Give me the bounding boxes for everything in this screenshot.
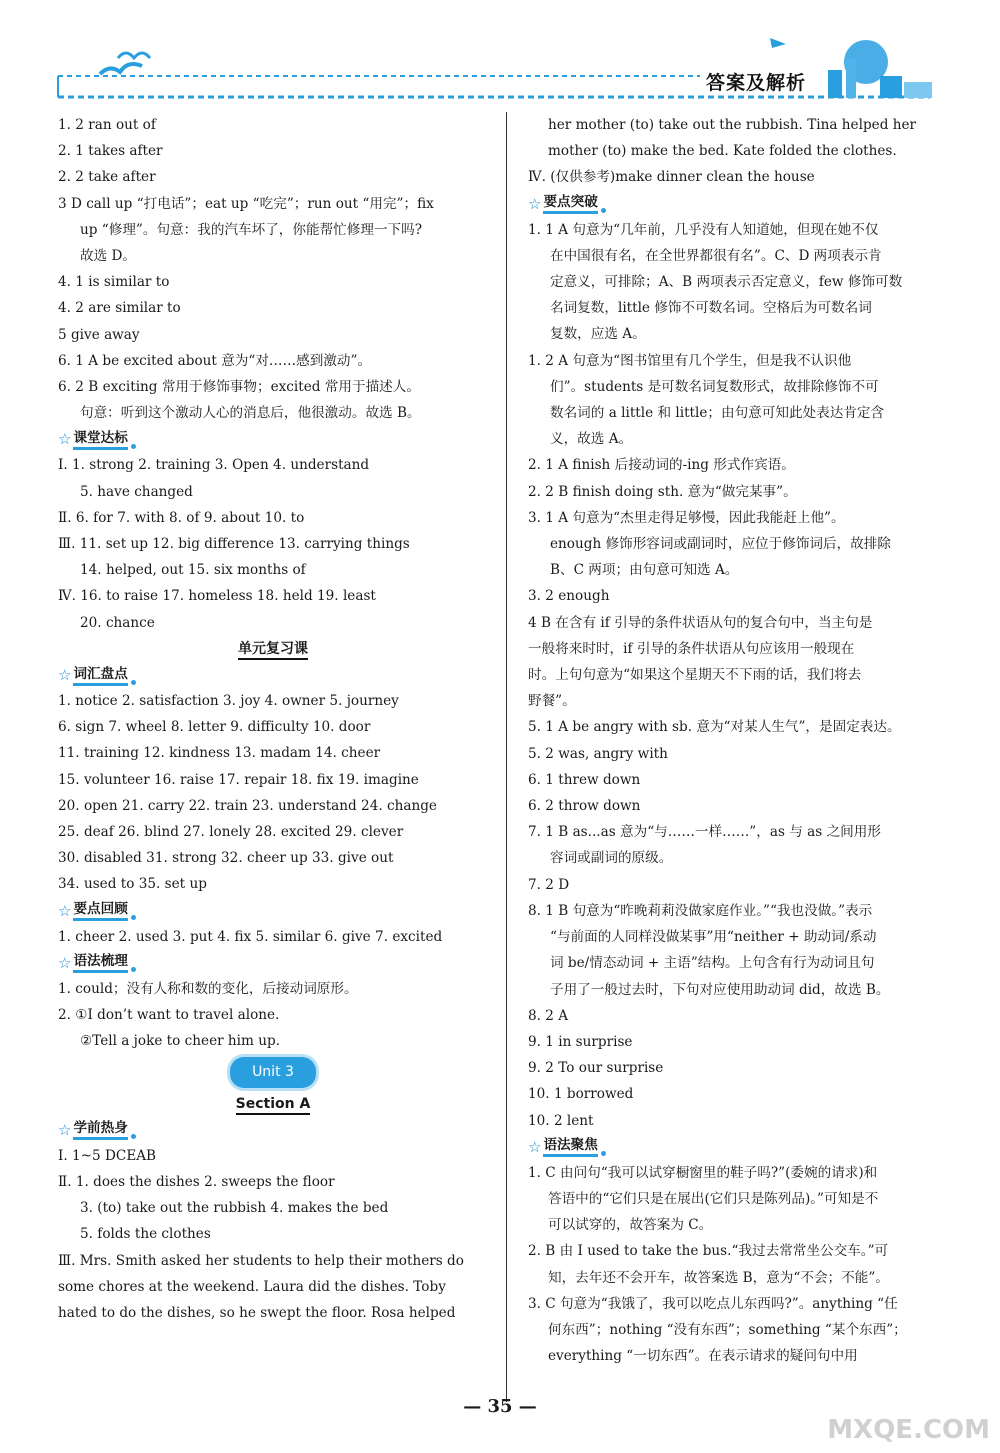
- answer-line: enough 修饰形容词或副词时，应位于修饰词后，故排除: [550, 536, 891, 553]
- answer-line: 1. notice 2. satisfaction 3. joy 4. owner 5. journey: [58, 693, 399, 710]
- section-heading: [528, 191, 932, 217]
- star-icon: ☆: [58, 1120, 72, 1139]
- unit-badge: [58, 1055, 488, 1091]
- dot-icon: [131, 1134, 136, 1139]
- header-title: 答案及解析: [706, 72, 807, 94]
- section-heading-label: 要点突破: [543, 193, 597, 214]
- answer-line: her mother (to) take out the rubbish. Tina helped her: [548, 117, 917, 133]
- answer-line: 1. 2 ran out of: [58, 117, 156, 133]
- answer-line: 5. have changed: [80, 483, 193, 500]
- answer-line: 8. 2 A: [528, 1007, 569, 1024]
- answer-line: 1. 2 A 句意为“图书馆里有几个学生，但是我不认识他: [528, 352, 852, 369]
- star-icon: ☆: [58, 901, 72, 920]
- answer-line: 故选 D。: [80, 248, 137, 265]
- answer-line: ②Tell a joke to cheer him up.: [80, 1033, 281, 1050]
- answer-line: 子用了一般过去时，下句对应使用助动词 did，故选 B。: [550, 981, 890, 998]
- answer-line: Ⅰ. 1. strong 2. training 3. Open 4. understand: [58, 457, 370, 474]
- answer-line: Ⅲ. Mrs. Smith asked her students to help their mothers do: [58, 1252, 464, 1269]
- answer-line: 6. sign 7. wheel 8. letter 9. difficulty 10. door: [58, 719, 371, 736]
- section-heading-label: 语法梳理: [73, 952, 127, 973]
- answer-line: “与前面的人同样没做某事”用“neither + 助动词/系动: [550, 929, 877, 946]
- dot-icon: [131, 444, 136, 449]
- answer-line: 可以试穿的，故答案为 C。: [548, 1217, 713, 1234]
- watermark: MXQE.COM: [827, 1415, 990, 1445]
- answer-line: 1. could；没有人称和数的变化，后接动词原形。: [58, 980, 358, 997]
- section-heading: [58, 950, 488, 976]
- answer-line: Ⅳ. 16. to raise 17. homeless 18. held 19. least: [58, 588, 376, 605]
- answer-line: 一般将来时时，if 引导的条件状语从句应该用一般现在: [528, 640, 855, 657]
- answer-line: 2. B 由 I used to take the bus.“我过去常常坐公交车。”可: [528, 1243, 889, 1260]
- answer-line: 2. 2 take after: [58, 169, 156, 186]
- star-icon: ☆: [528, 1137, 542, 1156]
- answer-line: some chores at the weekend. Laura did the dishes. Toby: [58, 1278, 446, 1295]
- answer-line: 复数，应选 A。: [550, 326, 646, 343]
- answer-line: 知，去年还不会开车，故答案选 B，意为“不会；不能”。: [548, 1269, 889, 1286]
- answer-line: Ⅳ. (仅供参考)make dinner clean the house: [528, 169, 815, 186]
- answer-line: Ⅱ. 1. does the dishes 2. sweeps the floor: [58, 1173, 335, 1190]
- answer-line: hated to do the dishes, so he swept the floor. Rosa helped: [58, 1304, 456, 1321]
- center-title-text: 单元复习课: [238, 641, 308, 660]
- answer-line: 5 give away: [58, 326, 140, 343]
- section-heading: [58, 426, 488, 452]
- center-title: [58, 636, 488, 662]
- answer-line: 2. 1 takes after: [58, 143, 163, 160]
- column-divider: [506, 112, 507, 1402]
- dot-icon: [131, 967, 136, 972]
- answer-line: 25. deaf 26. blind 27. lonely 28. excited 29. clever: [58, 824, 404, 841]
- bird-icon: [770, 38, 786, 48]
- answer-line: 野餐”。: [528, 693, 576, 710]
- answer-line: 10. 1 borrowed: [528, 1086, 634, 1103]
- answer-line: 2. 1 A finish 后接动词的-ing 形式作宾语。: [528, 457, 795, 474]
- answer-line: 2. 2 B finish doing sth. 意为“做完某事”。: [528, 483, 797, 500]
- dot-icon: [131, 915, 136, 920]
- answer-line: 6. 2 throw down: [528, 798, 641, 815]
- answer-line: 20. chance: [80, 614, 155, 631]
- answer-line: 1. C 由问句“我可以试穿橱窗里的鞋子吗?”(委婉的请求)和: [528, 1164, 878, 1181]
- dot-icon: [601, 208, 606, 213]
- answer-line: 3. 2 enough: [528, 588, 610, 605]
- section-heading: [58, 1117, 488, 1143]
- answer-line: 4. 1 is similar to: [58, 274, 170, 291]
- answer-line: 1. 1 A 句意为“几年前，几乎没有人知道她，但现在她不仅: [528, 221, 879, 238]
- answer-line: 9. 1 in surprise: [528, 1033, 633, 1050]
- answer-line: 6. 2 B exciting 常用于修饰事物；excited 常用于描述人。: [58, 379, 420, 396]
- answer-line: 11. training 12. kindness 13. madam 14. cheer: [58, 745, 381, 762]
- star-icon: ☆: [528, 194, 542, 213]
- answer-line: Ⅰ. 1~5 DCEAB: [58, 1147, 157, 1164]
- star-icon: ☆: [58, 430, 72, 449]
- answer-line: 2. ①I don’t want to travel alone.: [58, 1007, 280, 1024]
- answer-line: 9. 2 To our surprise: [528, 1060, 664, 1077]
- answer-line: 定意义，可排除；A、B 两项表示否定意义，few 修饰可数: [550, 274, 903, 291]
- answer-line: 5. 1 A be angry with sb. 意为“对某人生气”，是固定表达。: [528, 719, 901, 736]
- center-title-text: Section A: [236, 1096, 311, 1115]
- answer-line: up “修理”。句意：我的汽车坏了，你能帮忙修理一下吗?: [80, 221, 423, 238]
- answer-line: 5. 2 was, angry with: [528, 745, 668, 762]
- left-column: [58, 112, 488, 1326]
- answer-line: 7. 2 D: [528, 876, 570, 893]
- answer-line: Ⅲ. 11. set up 12. big difference 13. carrying things: [58, 536, 410, 553]
- answer-line: 6. 1 threw down: [528, 771, 641, 788]
- page-header: [0, 0, 1000, 110]
- answer-line: Ⅱ. 6. for 7. with 8. of 9. about 10. to: [58, 509, 305, 526]
- answer-line: 3. C 句意为“我饿了，我可以吃点儿东西吗?”。anything “任: [528, 1295, 898, 1312]
- answer-line: 7. 1 B as...as 意为“与……一样……”，as 与 as 之间用形: [528, 824, 881, 841]
- answer-line: 何东西”；nothing “没有东西”；something “某个东西”；: [548, 1321, 907, 1338]
- answer-line: 3. (to) take out the rubbish 4. makes the bed: [80, 1200, 389, 1217]
- star-icon: ☆: [58, 953, 72, 972]
- bird-icon: [118, 53, 150, 58]
- header-decoration: [0, 0, 1000, 110]
- answer-line: B、C 两项；由句意可知选 A。: [550, 562, 739, 579]
- answer-line: 名词复数，little 修饰不可数名词。空格后为可数名词: [550, 300, 872, 317]
- answer-line: 们”。students 是可数名词复数形式，故排除修饰不可: [550, 378, 879, 395]
- dot-icon: [601, 1151, 606, 1156]
- answer-line: 4. 2 are similar to: [58, 300, 181, 317]
- answer-line: 15. volunteer 16. raise 17. repair 18. fix 19. imagine: [58, 771, 419, 788]
- bird-icon: [100, 64, 142, 74]
- center-title: [58, 1091, 488, 1117]
- answer-line: 时。上句句意为“如果这个星期天不下雨的话，我们将去: [528, 667, 862, 684]
- answer-line: 20. open 21. carry 22. train 23. understand 24. change: [58, 797, 437, 814]
- unit-badge-label: Unit 3: [230, 1057, 316, 1087]
- star-icon: ☆: [58, 665, 72, 684]
- answer-line: 34. used to 35. set up: [58, 876, 207, 893]
- answer-line: 数名词的 a little 和 little；由句意可知此处表达肯定含: [550, 405, 885, 422]
- answer-line: 在中国很有名，在全世界都很有名”。C、D 两项表示肯: [550, 247, 882, 264]
- answer-line: 3 D call up “打电话”；eat up “吃完”；run out “用完”；fix: [58, 195, 434, 212]
- answer-line: 答语中的“它们只是在展出(它们只是陈列品)。”可知是不: [548, 1190, 879, 1207]
- answer-line: mother (to) make the bed. Kate folded the clothes.: [548, 143, 897, 160]
- section-heading-label: 词汇盘点: [73, 665, 127, 686]
- answer-line: 8. 1 B 句意为“昨晚莉莉没做家庭作业。”“我也没做。”表示: [528, 902, 873, 919]
- answer-line: 14. helped, out 15. six months of: [80, 562, 306, 579]
- answer-line: everything “一切东西”。在表示请求的疑问句中用: [548, 1348, 858, 1365]
- answer-line: 10. 2 lent: [528, 1112, 594, 1129]
- section-heading-label: 要点回顾: [73, 900, 127, 921]
- answer-line: 4 B 在含有 if 引导的条件状语从句的复合句中，当主句是: [528, 614, 873, 631]
- answer-line: 义，故选 A。: [550, 431, 633, 448]
- answer-line: 3. 1 A 句意为“杰里走得足够慢，因此我能赶上他”。: [528, 509, 845, 526]
- right-column: [528, 112, 932, 1369]
- section-heading: [58, 662, 488, 688]
- page-number: — 35 —: [463, 1396, 537, 1417]
- section-heading: [58, 898, 488, 924]
- answer-line: 句意：听到这个激动人心的消息后，他很激动。故选 B。: [80, 405, 421, 422]
- section-heading: [528, 1134, 932, 1160]
- answer-line: 1. cheer 2. used 3. put 4. fix 5. similar 6. give 7. excited: [58, 928, 443, 945]
- dot-icon: [131, 680, 136, 685]
- answer-line: 词 be/情态动词 + 主语”结构。上句含有行为动词且句: [550, 955, 875, 972]
- section-heading-label: 学前热身: [73, 1119, 127, 1140]
- answer-line: 6. 1 A be excited about 意为“对……感到激动”。: [58, 352, 372, 369]
- section-heading-label: 课堂达标: [73, 429, 127, 450]
- answer-line: 5. folds the clothes: [80, 1226, 211, 1243]
- answer-line: 容词或副词的原级。: [550, 850, 673, 867]
- answer-line: 30. disabled 31. strong 32. cheer up 33. give out: [58, 850, 394, 867]
- section-heading-label: 语法聚焦: [543, 1136, 597, 1157]
